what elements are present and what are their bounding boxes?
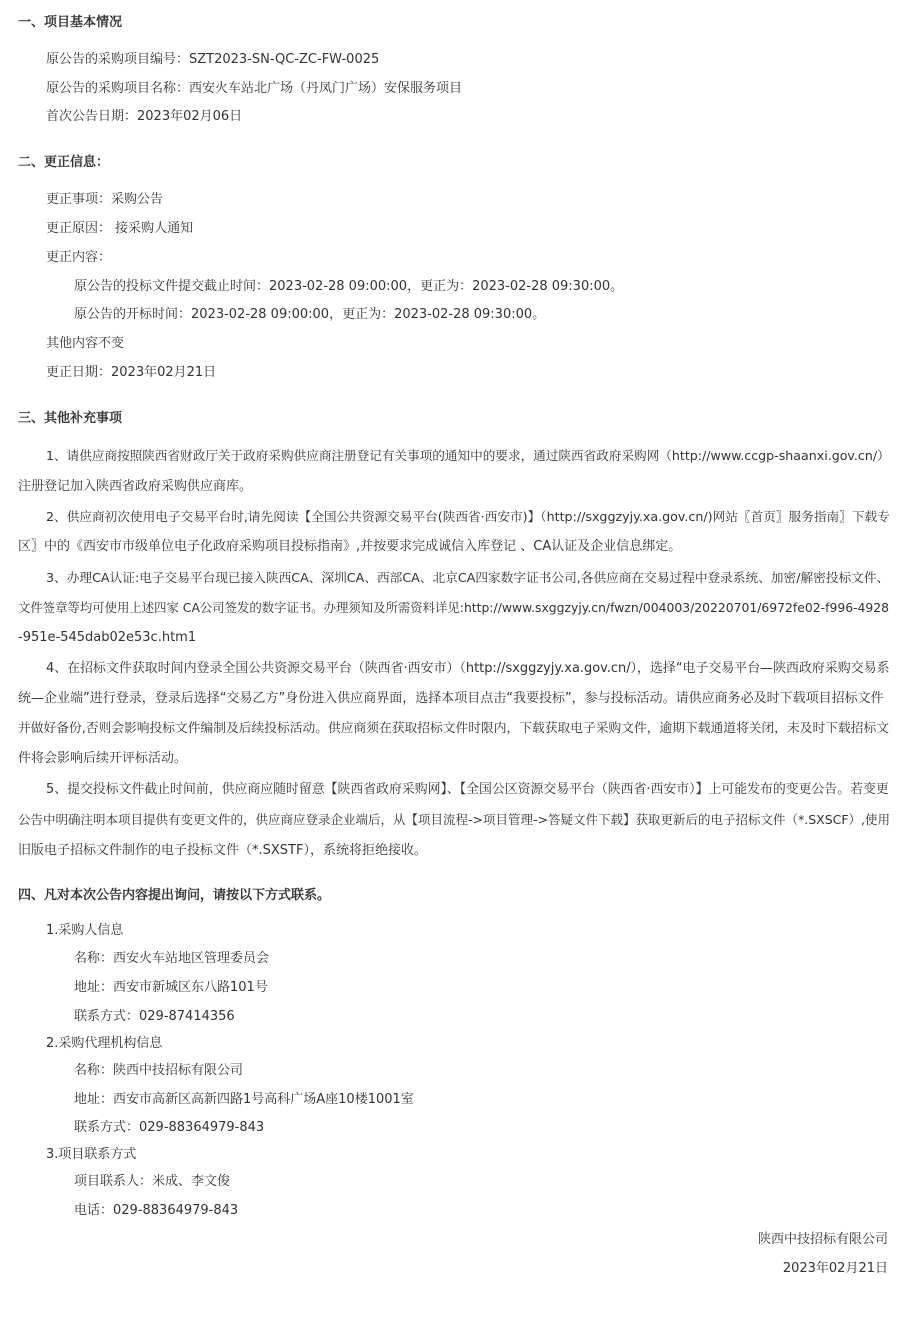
project-number: 原公告的采购项目编号：SZT2023-SN-QC-ZC-FW-0025 <box>46 52 380 67</box>
supplement-paragraph-1: 1、请供应商按照陕西省财政厅关于政府采购供应商注册登记有关事项的通知中的要求，通过陕西省政府采购网（http://www.ccgp-shaanxi.gov.cn/） <box>46 448 890 463</box>
supplement-paragraph-1-cont: 注册登记加入陕西省政府采购供应商库。 <box>18 479 253 494</box>
project-name: 原公告的采购项目名称：西安火车站北广场（丹凤门广场）安保服务项目 <box>46 81 463 96</box>
project-contact-person: 项目联系人：米成、李文俊 <box>74 1174 231 1189</box>
agent-phone: 联系方式：029-88364979-843 <box>74 1120 265 1135</box>
correction-change-opening: 原公告的开标时间：2023-02-28 09:00:00，更正为：2023-02-28 09:30:00。 <box>74 307 546 322</box>
correction-date: 更正日期：2023年02月21日 <box>46 365 217 380</box>
supplement-paragraph-2-cont: 区〗中的《西安市市级单位电子化政府采购项目投标指南》,并按要求完成诚信入库登记 、CA认证及企业信息绑定。 <box>18 539 682 554</box>
buyer-name: 名称：西安火车站地区管理委员会 <box>74 951 270 966</box>
supplement-paragraph-5-cont-2: 旧版电子招标文件制作的电子投标文件（*.SXSTF），系统将拒绝接收。 <box>18 843 427 858</box>
section-heading-correction: 二、更正信息： <box>18 155 110 170</box>
supplement-paragraph-4-cont-1: 统—企业端”进行登录，登录后选择“交易乙方”身份进入供应商界面，选择本项目点击“我要投标”，参与投标活动。请供应商务必及时下载项目招标文件 <box>18 691 884 706</box>
first-announcement-date: 首次公告日期：2023年02月06日 <box>46 109 243 124</box>
section-heading-basic-info: 一、项目基本情况 <box>18 15 123 30</box>
footer-date: 2023年02月21日 <box>782 1261 888 1276</box>
project-contact-phone: 电话：029-88364979-843 <box>74 1203 239 1218</box>
project-contact-heading: 3.项目联系方式 <box>46 1147 137 1162</box>
supplement-paragraph-5-cont-1: 公告中明确注明本项目提供有变更文件的，供应商应登录企业端后，从【项目流程->项目管理->答疑文件下载】获取更新后的电子招标文件（*.SXSCF）,使用 <box>18 812 891 827</box>
supplement-paragraph-3-url-end: -951e-545dab02e53c.htm1 <box>18 630 197 645</box>
correction-content-label: 更正内容： <box>46 250 112 265</box>
correction-item: 更正事项：采购公告 <box>46 192 164 207</box>
supplement-paragraph-5: 5、提交投标文件截止时间前，供应商应随时留意【陕西省政府采购网】、【全国公区资源交易平台（陕西省·西安市）】上可能发布的变更公告。若变更 <box>46 782 889 797</box>
agent-info-heading: 2.采购代理机构信息 <box>46 1036 163 1051</box>
buyer-address: 地址：西安市新城区东八路101号 <box>74 980 268 995</box>
correction-reason: 更正原因： 接采购人通知 <box>46 221 194 236</box>
supplement-paragraph-4-cont-3: 件将会影响后续开评标活动。 <box>18 751 188 766</box>
supplement-paragraph-4-cont-2: 并做好备份,否则会影响投标文件编制及后续投标活动。供应商须在获取招标文件时限内，下载获取电子采购文件，逾期下载通道将关闭，未及时下载招标文 <box>18 721 890 736</box>
supplement-paragraph-2: 2、供应商初次使用电子交易平台时,请先阅读【全国公共资源交易平台(陕西省·西安市)】（http://sxggzyjy.xa.gov.cn/)网站〖首页〗服务指南〗下载专 <box>46 509 890 524</box>
agent-address: 地址：西安市高新区高新四路1号高科广场A座10楼1001室 <box>74 1092 414 1107</box>
buyer-info-heading: 1.采购人信息 <box>46 923 124 938</box>
supplement-paragraph-3: 3、办理CA认证:电子交易平台现已接入陕西CA、深圳CA、西部CA、北京CA四家数字证书公司,各供应商在交易过程中登录系统、加密/解密投标文件、 <box>46 570 890 585</box>
footer-company: 陕西中技招标有限公司 <box>757 1232 888 1247</box>
supplement-paragraph-4: 4、在招标文件获取时间内登录全国公共资源交易平台（陕西省·西安市）（http://sxggzyjy.xa.gov.cn/），选择“电子交易平台—陕西政府采购交易系 <box>46 661 890 676</box>
section-heading-contact: 四、凡对本次公告内容提出询问，请按以下方式联系。 <box>18 888 331 903</box>
correction-change-deadline: 原公告的投标文件提交截止时间：2023-02-28 09:00:00，更正为：2023-02-28 09:30:00。 <box>74 279 624 294</box>
other-content-unchanged: 其他内容不变 <box>46 336 125 351</box>
buyer-phone: 联系方式：029-87414356 <box>74 1009 235 1024</box>
section-heading-supplementary: 三、其他补充事项 <box>18 411 123 426</box>
agent-name: 名称：陕西中技招标有限公司 <box>74 1063 244 1078</box>
supplement-paragraph-3-cont: 文件签章等均可使用上述四家 CA公司签发的数字证书。办理须知及所需资料详见:http://www.sxggzyjy.cn/fwzn/004003/20220701/6972fe02-f996-4928 <box>18 600 890 615</box>
